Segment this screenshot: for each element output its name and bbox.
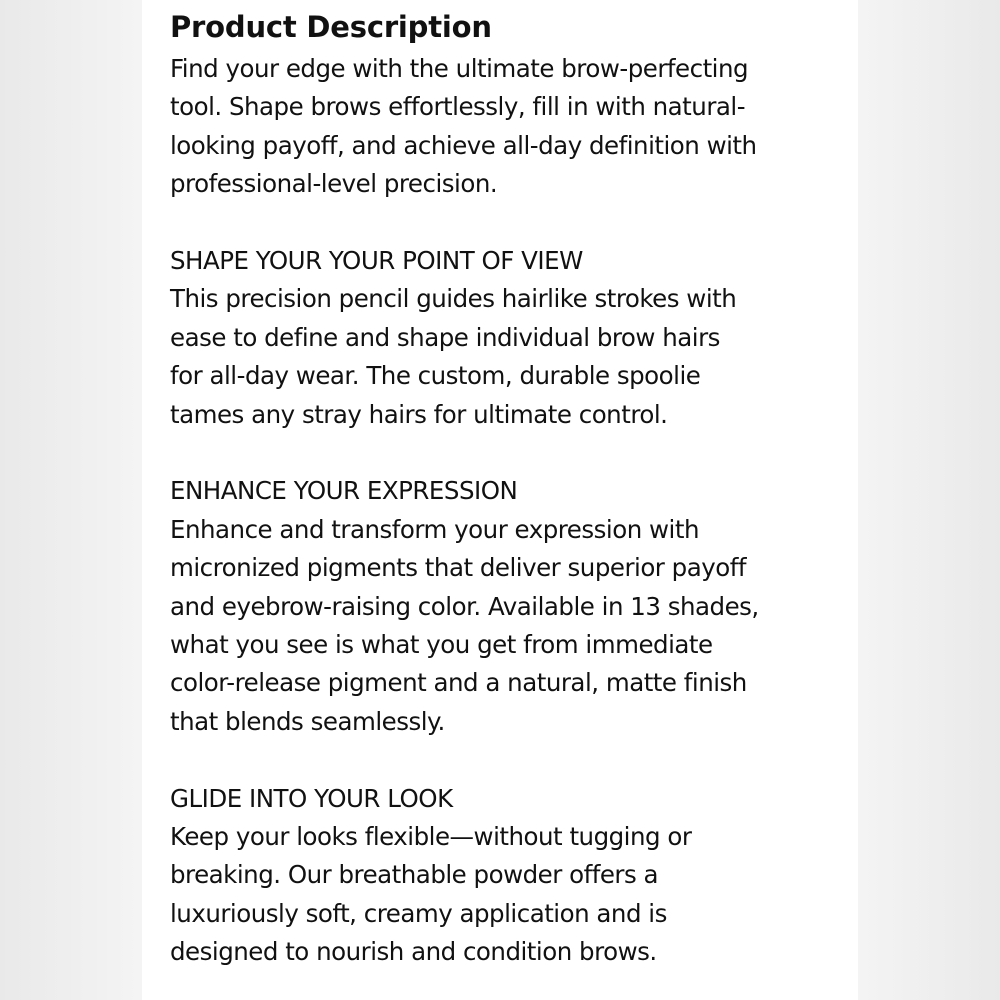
section-heading-glide: GLIDE INTO YOUR LOOK	[170, 783, 453, 813]
page-title: Product Description	[170, 10, 492, 44]
section-spacer	[170, 434, 858, 472]
intro-paragraph: Find your edge with the ultimate brow-perfecting tool. Shape brows effortlessly, fill in with natural- looking payoff, and achieve all-day definition with professional-level precision.	[170, 54, 757, 199]
section-spacer	[170, 741, 858, 779]
section-body-glide: Keep your looks flexible—without tugging or breaking. Our breathable powder offers a luxuriously soft, creamy application and is designed to nourish and condition brows.	[170, 822, 692, 967]
section-heading-shape: SHAPE YOUR YOUR POINT OF VIEW	[170, 246, 583, 276]
section-heading-enhance: ENHANCE YOUR EXPRESSION	[170, 476, 518, 506]
product-description-card	[142, 0, 858, 1000]
section-spacer	[170, 204, 858, 242]
section-body-shape: This precision pencil guides hairlike strokes with ease to define and shape individual brow hairs for all-day wear. The custom, durable spoolie tames any stray hairs for ultimate control.	[170, 284, 737, 429]
section-body-enhance: Enhance and transform your expression with micronized pigments that deliver superior payoff and eyebrow-raising color. Available in 13 shades, what you see is what you get from immediate color-release pigment and a natural, matte finish that blends seamlessly.	[170, 514, 759, 736]
